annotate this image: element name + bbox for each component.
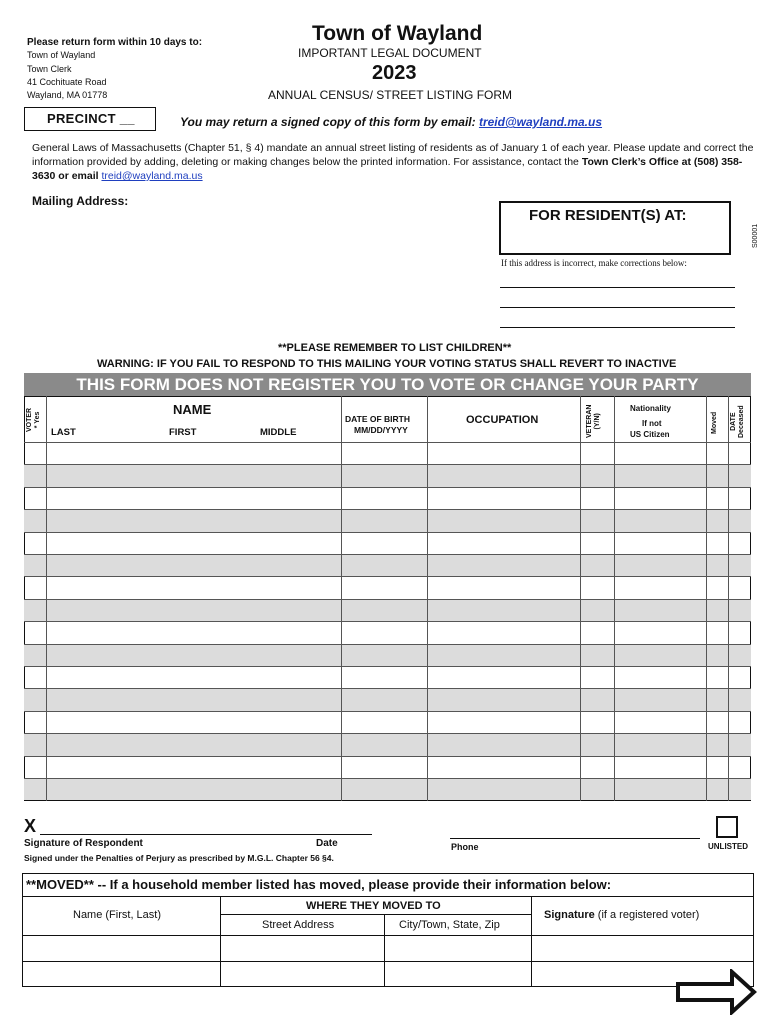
moved-street-header: Street Address [262, 919, 335, 931]
unlisted-checkbox[interactable] [716, 816, 738, 838]
moved-signature-qualifier: (if a registered voter) [594, 909, 700, 921]
nationality-if-not-label: If not [642, 419, 662, 428]
dob-column-header: DATE OF BIRTH [345, 414, 411, 424]
resident-entry-row[interactable] [24, 688, 751, 710]
column-divider [580, 396, 581, 801]
legal-paragraph-text: General Laws of Massachusetts (Chapter 51, § 4) mandate an annual street listing of residents as of January 1 of each year. Please update and correct the information provided by adding, deleting or making changes below the printed information. For assistance, contact the [32, 142, 754, 168]
resident-entry-row[interactable] [24, 554, 751, 576]
moved-name-header: Name (First, Last) [73, 909, 162, 921]
signature-line[interactable] [40, 834, 372, 835]
email-instructions [180, 115, 602, 129]
resident-entry-row[interactable] [24, 599, 751, 621]
phone-label: Phone [451, 842, 479, 852]
column-divider [46, 396, 47, 801]
clerk-office-contact: Town Clerk’s Office at (508) 358-3630 or email [32, 156, 743, 182]
clerk-email-link[interactable]: treid@wayland.ma.us [101, 170, 203, 182]
resident-entry-row[interactable] [24, 733, 751, 755]
resident-entry-row[interactable] [24, 756, 751, 778]
next-page-arrow-icon [676, 969, 758, 1015]
occupation-column-header: OCCUPATION [466, 414, 539, 426]
column-divider [706, 396, 707, 801]
moved-table-divider [384, 914, 385, 987]
moved-signature-label: Signature [544, 909, 595, 921]
return-address-line: Town Clerk [27, 64, 72, 74]
column-divider [614, 396, 615, 801]
correction-line-2[interactable] [500, 307, 735, 308]
moved-table-rule [220, 914, 531, 915]
moved-city-header: City/Town, State, Zip [399, 919, 500, 931]
voter-column-header: VOTER * Yes [26, 407, 41, 432]
resident-entry-row[interactable] [24, 576, 751, 598]
return-address-line: Wayland, MA 01778 [27, 90, 108, 100]
inactive-warning: WARNING: IF YOU FAIL TO RESPOND TO THIS MAILING YOUR VOTING STATUS SHALL REVERT TO INACTIVE [97, 358, 677, 370]
document-title: Town of Wayland [312, 22, 483, 45]
legal-paragraph [32, 141, 757, 183]
precinct-box: PRECINCT __ [24, 107, 156, 131]
resident-address-box [499, 201, 731, 255]
resident-entry-row[interactable] [24, 666, 751, 688]
resident-entry-row[interactable] [24, 711, 751, 733]
phone-line[interactable] [450, 838, 700, 839]
form-subtitle: ANNUAL CENSUS/ STREET LISTING FORM [268, 88, 513, 102]
resident-entry-row[interactable] [24, 487, 751, 509]
moved-table-rule [22, 935, 754, 936]
return-instructions: Please return form within 10 days to: [27, 37, 203, 48]
moved-signature-header [544, 909, 699, 921]
veteran-column-header: VETERAN (Y/N) [586, 404, 601, 438]
last-name-header: LAST [51, 427, 76, 438]
form-year: 2023 [372, 62, 417, 84]
children-reminder: **PLEASE REMEMBER TO LIST CHILDREN** [278, 342, 512, 354]
correction-line-1[interactable] [500, 287, 735, 288]
signature-date-label: Date [316, 838, 338, 849]
moved-table-rule [22, 896, 754, 897]
first-name-header: FIRST [169, 427, 197, 438]
return-address-line: 41 Cochituate Road [27, 77, 107, 87]
resident-entry-row[interactable] [24, 464, 751, 486]
moved-where-header: WHERE THEY MOVED TO [306, 900, 441, 912]
email-link[interactable]: treid@wayland.ma.us [478, 115, 603, 129]
column-divider [728, 396, 729, 801]
respondent-signature-label: Signature of Respondent [24, 838, 143, 849]
resident-entry-row[interactable] [24, 778, 751, 800]
signature-x-mark: X [24, 816, 37, 836]
resident-entry-row[interactable] [24, 644, 751, 666]
email-instructions-text: You may return a signed copy of this form by email: [180, 115, 479, 129]
name-column-header: NAME [173, 402, 212, 417]
deceased-column-header: DATE Deceased [730, 405, 745, 438]
dob-format-label: MM/DD/YYYY [354, 425, 408, 435]
mailing-address-label: Mailing Address: [32, 194, 129, 208]
legal-notice: IMPORTANT LEGAL DOCUMENT [298, 46, 482, 60]
moved-table-divider [220, 896, 221, 987]
middle-name-header: MIDDLE [260, 427, 297, 438]
mailing-code: S00001 [752, 223, 759, 248]
resident-entry-row[interactable] [24, 442, 751, 464]
moved-column-header: Moved [711, 411, 718, 434]
us-citizen-label: US Citizen [630, 430, 670, 439]
correction-note: If this address is incorrect, make corrections below: [501, 258, 687, 268]
column-divider [341, 396, 342, 801]
resident-entry-row[interactable] [24, 532, 751, 554]
moved-section-title: **MOVED** -- If a household member listed has moved, please provide their information below: [26, 877, 612, 892]
perjury-statement: Signed under the Penalties of Perjury as prescribed by M.G.L. Chapter 56 §4. [24, 853, 334, 863]
moved-table-divider [531, 896, 532, 987]
correction-line-3[interactable] [500, 327, 735, 328]
resident-entry-row[interactable] [24, 509, 751, 531]
registration-disclaimer-banner: THIS FORM DOES NOT REGISTER YOU TO VOTE OR CHANGE YOUR PARTY [24, 373, 751, 396]
resident-address-heading: FOR RESIDENT(S) AT: [529, 207, 687, 224]
resident-entry-row[interactable] [24, 621, 751, 643]
nationality-column-header: Nationality [630, 404, 671, 413]
return-address-line: Town of Wayland [27, 50, 96, 60]
unlisted-label: UNLISTED [708, 842, 748, 851]
moved-table-rule [22, 961, 754, 962]
column-divider [427, 396, 428, 801]
